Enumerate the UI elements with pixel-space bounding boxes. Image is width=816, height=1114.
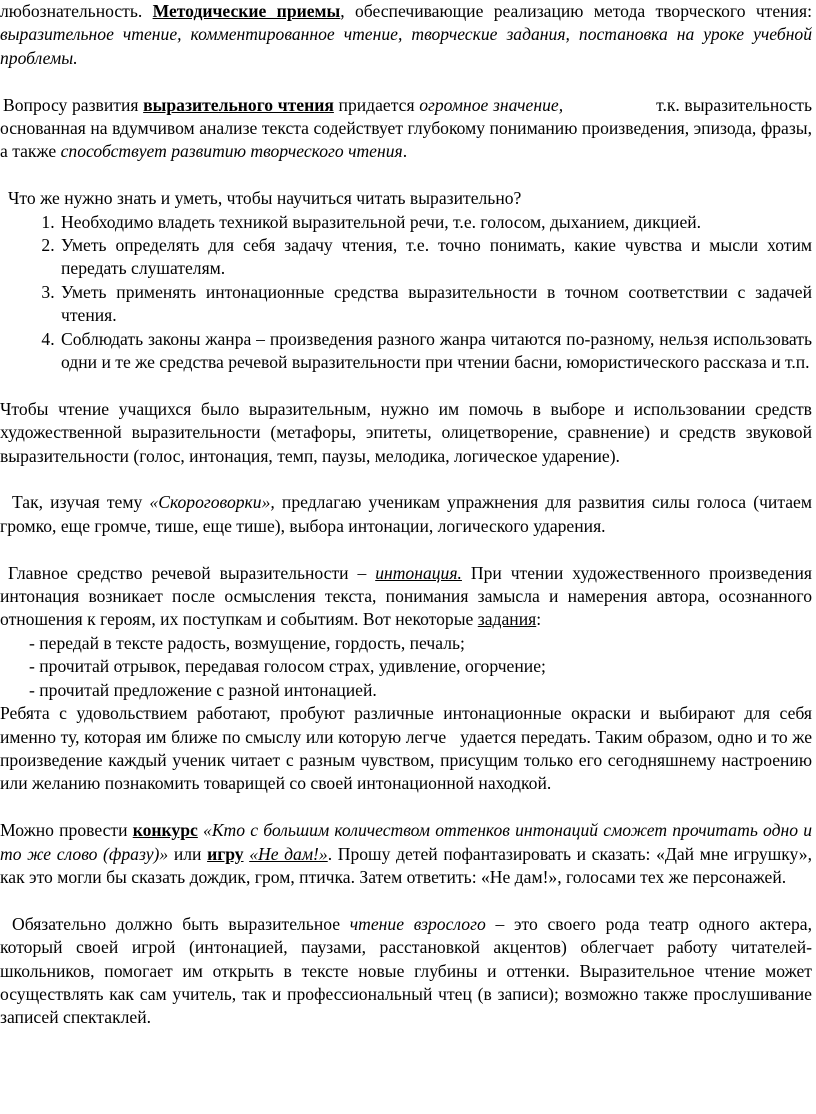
blank-line xyxy=(0,796,812,819)
term-creative-tasks: творческие задания, постановка на уроке учебной проблемы. xyxy=(0,24,813,68)
task-list xyxy=(0,632,812,702)
text-run: Обязательно должно быть выразительное xyxy=(12,913,350,934)
list-item: 2. Уметь определять для себя задачу чтения, т.е. точно понимать, какие чувства и мысли хотим передать слушателям. xyxy=(59,234,812,281)
list-item: - прочитай предложение с разной интонацией. xyxy=(29,679,377,700)
term-expressive-reading-bold: выразительного чтения xyxy=(143,94,334,115)
text-run: Так, изучая тему xyxy=(12,492,150,513)
blank-line xyxy=(0,468,812,491)
text-run: – это своего рода театр одного актера, который своей игрой (интонацией, паузами, расстановкой акцентов) облегчает работу читателей-школьников, помогает им открыть в тексте новые глубины и оттенки. Выразительное чтение может осуществлять как сам учитель, так и профессиональный чтец (в записи); возможно также прослушивание записей спектаклей. xyxy=(0,913,812,1028)
text-run: Вопросу развития xyxy=(3,94,144,115)
text-run: : xyxy=(536,609,542,630)
text-run: Можно провести xyxy=(0,820,133,841)
text-run: , обеспечивающие реализацию метода творческого чтения: xyxy=(340,1,812,21)
text-run: . Прошу детей пофантазировать и сказать: «Дай мне игрушку», как это могли бы сказать дождик, гром, птичка. Затем ответить: «Не дам!», голосами тех же персонажей. xyxy=(0,843,812,887)
term-game: игру xyxy=(207,843,244,864)
paragraph-adult-reading xyxy=(0,913,812,1030)
text-run: . xyxy=(402,141,408,162)
text-run: любознательность. xyxy=(0,1,153,21)
text-run: т.к. выразительность основанная на вдумчивом анализе текста содействует глубокому пониманию произведения, эпизода, фразы, а также xyxy=(0,94,816,162)
blank-line xyxy=(0,164,812,187)
text-run: Главное средство речевой выразительности – xyxy=(8,562,376,583)
game-title: «Не дам!» xyxy=(249,843,328,864)
text-run: При чтении художественного произведения интонация возникает после осмысления текста, понимания замысла и намерения автора, осознанного отношения к героям, их поступкам и событиям. Вот некоторые xyxy=(0,562,812,630)
text-run: , xyxy=(397,24,412,45)
list-item: 3. Уметь применять интонационные средства выразительности в точном соответствии с задачей чтения. xyxy=(59,281,812,328)
list-item: - прочитай отрывок, передавая голосом страх, удивление, огорчение; xyxy=(29,656,546,677)
paragraph-means: Чтобы чтение учащихся было выразительным, нужно им помочь в выборе и использовании средств художественной выразительности (метафоры, эпитеты, олицетворение, сравнение) и средств звуковой выразительности (голос, интонация, темп, паузы, мелодика, логическое ударение). xyxy=(0,398,812,466)
paragraph-question: Что же нужно знать и уметь, чтобы научиться читать выразительно? xyxy=(8,188,522,209)
term-creative-reading: способствует развитию творческого чтения xyxy=(60,141,403,162)
term-intonation: интонация. xyxy=(375,562,462,583)
numbered-list xyxy=(0,211,812,375)
paragraph-children: Ребята с удовольствием работают, пробуют различные интонационные окраски и выбирают для себя именно ту, которая им ближе по смыслу или которую легче удается передать. Таким образом, одно и то же произведение каждый ученик читает с разным чувством, присущим только его сегодняшнему настроению или желанию познакомить товарищей со своей интонационной находкой. xyxy=(0,703,816,794)
paragraph-tongue-twisters xyxy=(0,491,812,538)
blank-line xyxy=(0,889,812,912)
term-expressive-reading: выразительное чтение xyxy=(0,24,178,45)
term-contest: конкурс xyxy=(132,820,198,841)
term-commented-reading: комментированное чтение xyxy=(190,24,398,45)
contest-title: «Кто с большим количеством оттенков интонаций сможет прочитать одно и то же слово (фразу)» xyxy=(0,820,812,864)
list-item: 4. Соблюдать законы жанра – произведения разного жанра читаются по-разному, нельзя использовать одни и те же средства речевой выразительности при чтении басни, юмористического рассказа и т.п. xyxy=(59,328,812,375)
text-run: , xyxy=(177,24,191,45)
list-item: - передай в тексте радость, возмущение, гордость, печаль; xyxy=(29,632,465,653)
paragraph-methods xyxy=(0,0,812,70)
term-great-importance: огромное значение, xyxy=(419,94,564,115)
blank-line xyxy=(0,538,812,561)
paragraph-intonation xyxy=(0,562,812,632)
paragraph-expressive-reading xyxy=(0,94,816,164)
text-run: или xyxy=(168,843,208,864)
paragraph-contest xyxy=(0,819,812,889)
text-run: предлагаю ученикам упражнения для развития силы голоса (читаем громко, еще громче, тише, еще тише), выбора интонации, логического ударения. xyxy=(0,492,812,536)
term-tasks: задания xyxy=(477,609,537,630)
term-tongue-twisters: «Скороговорки», xyxy=(149,492,275,513)
blank-line xyxy=(0,374,812,397)
list-item: 1. Необходимо владеть техникой выразительной речи, т.е. голосом, дыханием, дикцией. xyxy=(59,211,812,234)
term-adult-reading: чтение взрослого xyxy=(349,913,486,934)
blank-line xyxy=(0,70,812,93)
term-methodical-techniques: Методические приемы xyxy=(152,1,341,21)
text-run: придается xyxy=(333,94,420,115)
